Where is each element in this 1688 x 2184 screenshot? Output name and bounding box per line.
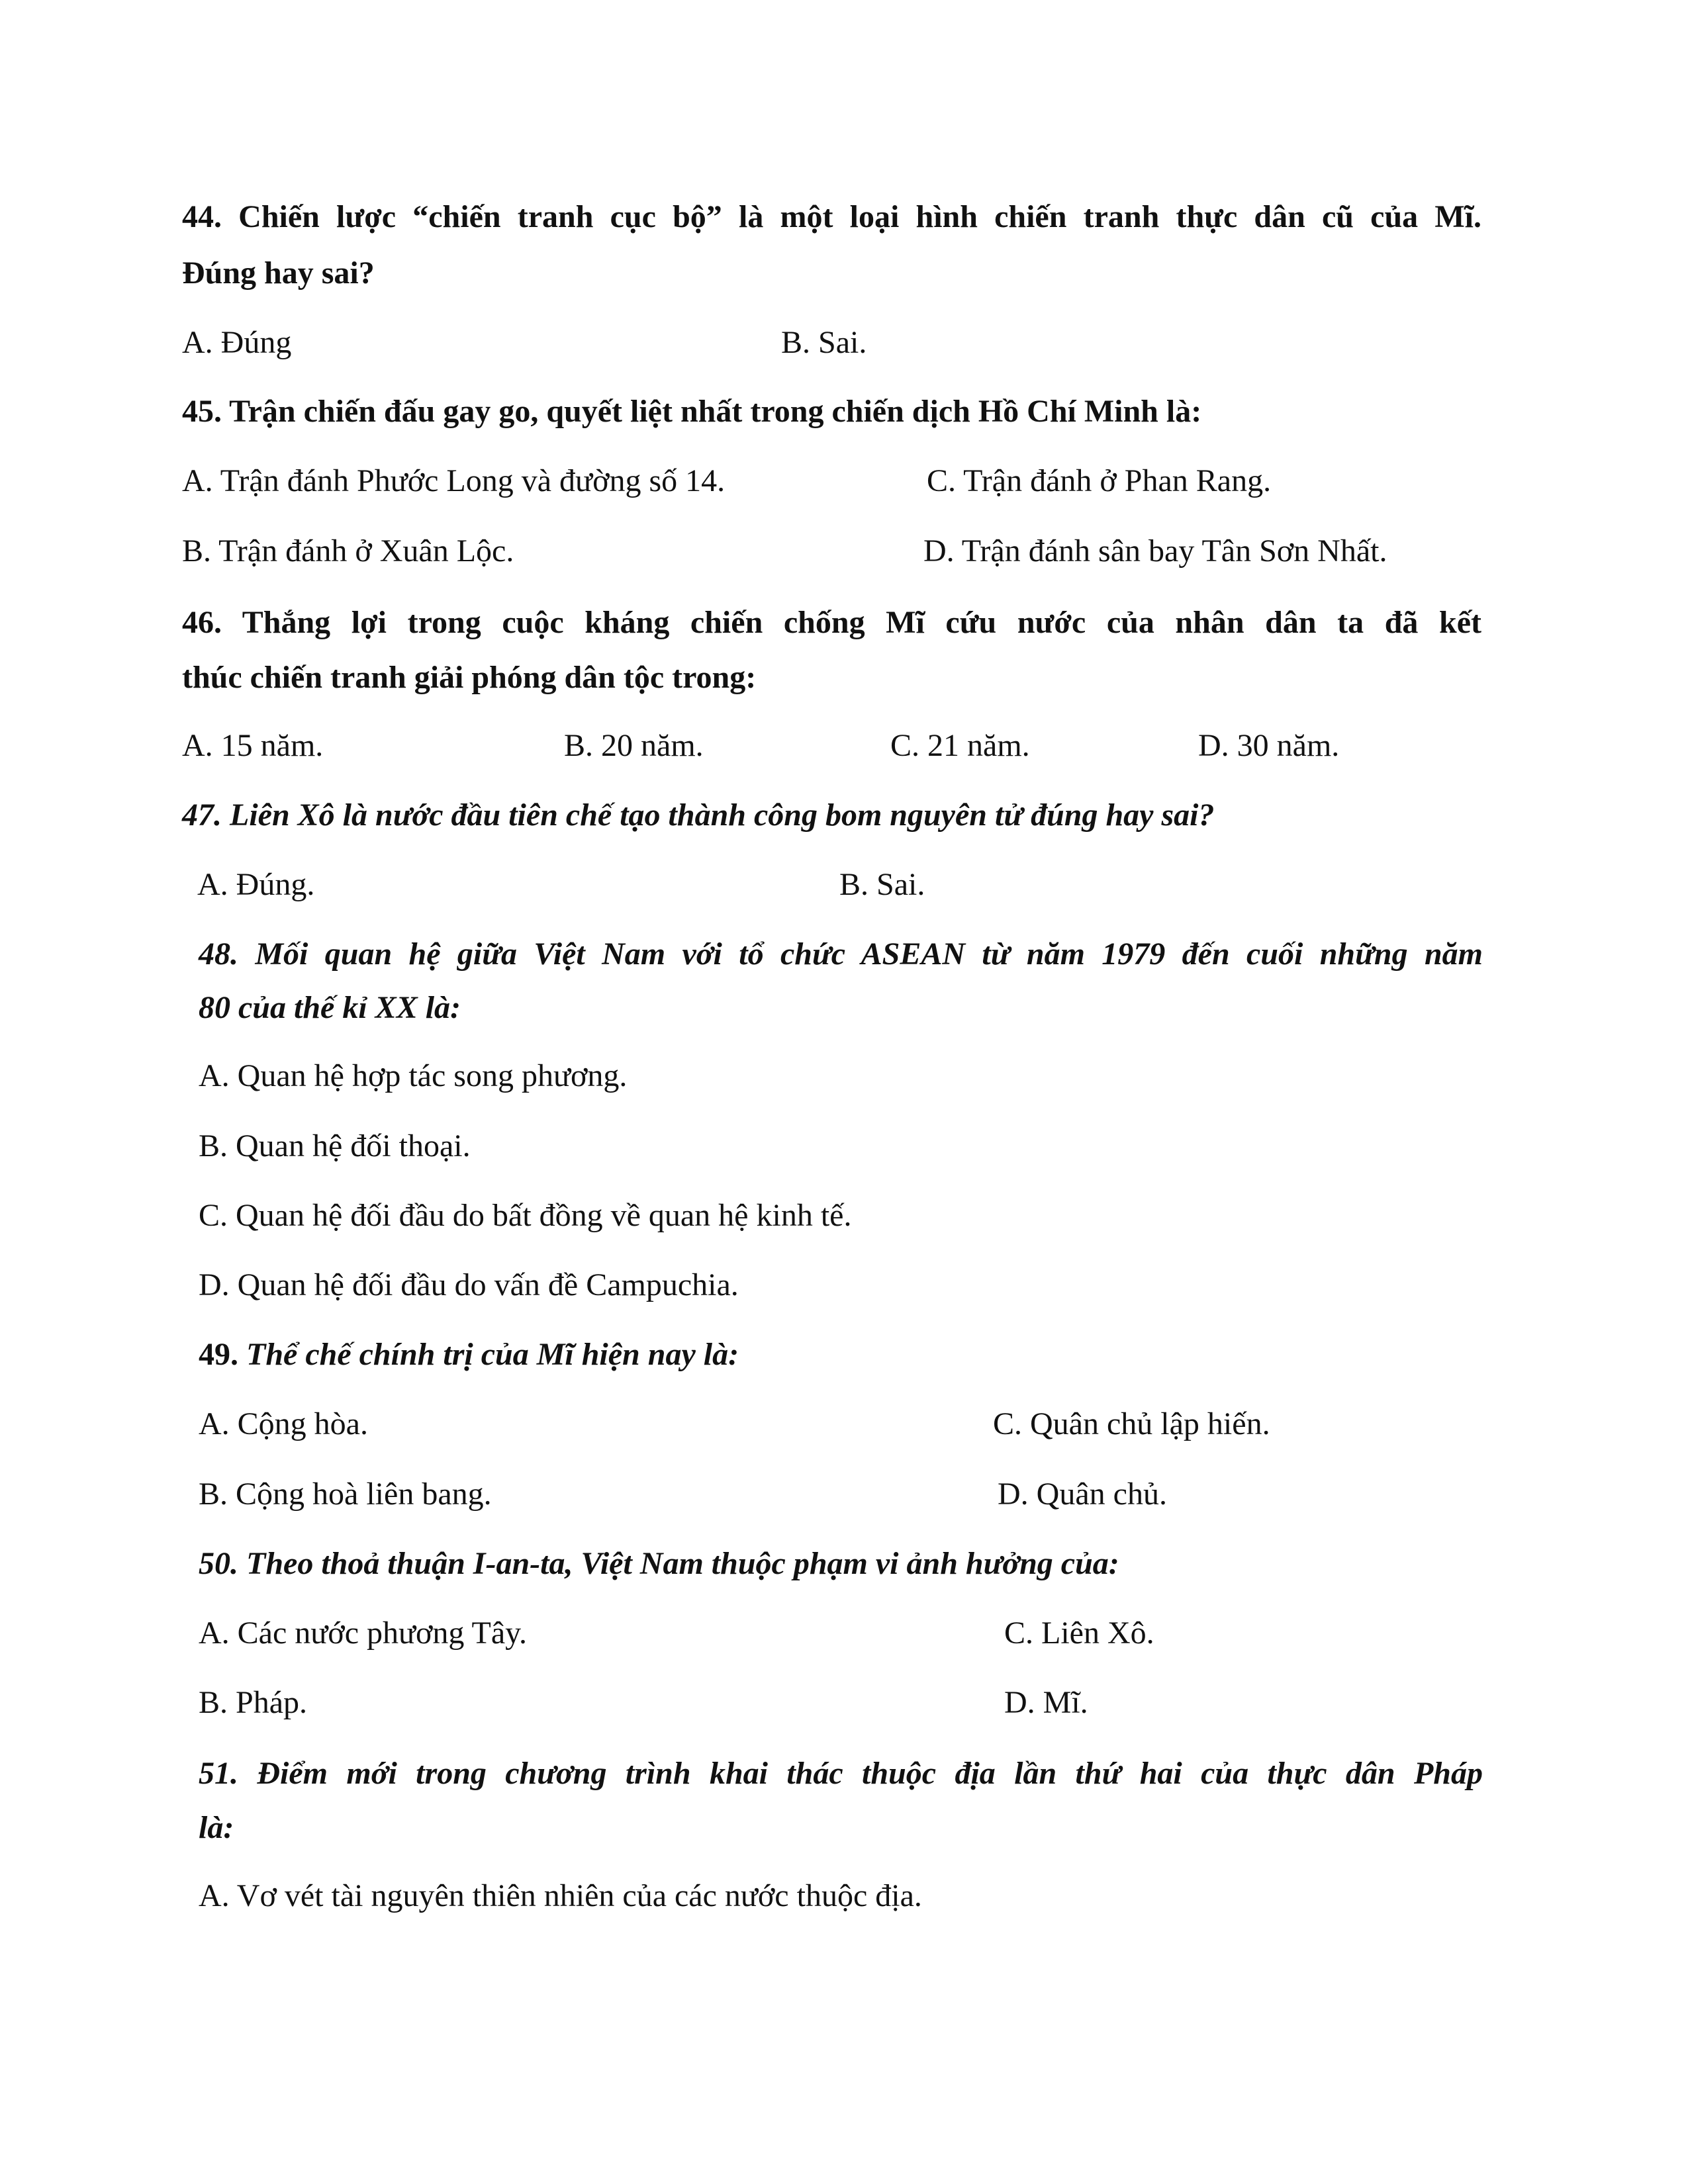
q48-option-b: B. Quan hệ đối thoại. (199, 1128, 471, 1163)
q46-option-b: B. 20 năm. (564, 728, 704, 763)
q48-option-c: C. Quan hệ đối đầu do bất đồng về quan hệ kinh tế. (199, 1198, 852, 1233)
q50-option-b: B. Pháp. (199, 1685, 308, 1720)
q45-option-d: D. Trận đánh sân bay Tân Sơn Nhất. (923, 533, 1387, 569)
q51-stem-line1: 51. Điểm mới trong chương trình khai thác thuộc địa lần thứ hai của thực dân Pháp (199, 1756, 1483, 1791)
q48-stem-line1: 48. Mối quan hệ giữa Việt Nam với tổ chức ASEAN từ năm 1979 đến cuối những năm (199, 936, 1483, 972)
q44-option-a: A. Đúng (182, 325, 292, 360)
q49-stem (199, 1335, 739, 1375)
q48-option-d: D. Quan hệ đối đầu do vấn đề Campuchia. (199, 1267, 739, 1302)
q47-option-b: B. Sai. (839, 867, 925, 902)
q45-option-b: B. Trận đánh ở Xuân Lộc. (182, 533, 514, 569)
q50-option-a: A. Các nước phương Tây. (199, 1615, 528, 1651)
q48-stem-line2: 80 của thế kỉ XX là: (199, 990, 461, 1025)
q49-stem-text: Thể chế chính trị của Mĩ hiện nay là: (238, 1337, 739, 1372)
q50-stem: 50. Theo thoả thuận I-an-ta, Việt Nam thuộc phạm vi ảnh hưởng của: (199, 1546, 1119, 1581)
q45-option-c: C. Trận đánh ở Phan Rang. (927, 463, 1272, 498)
q45-option-a: A. Trận đánh Phước Long và đường số 14. (182, 463, 726, 498)
q51-option-a: A. Vơ vét tài nguyên thiên nhiên của các nước thuộc địa. (199, 1878, 922, 1913)
q47-option-a: A. Đúng. (197, 867, 315, 902)
q44-stem-line2: Đúng hay sai? (182, 255, 375, 291)
q47-stem: 47. Liên Xô là nước đầu tiên chế tạo thành công bom nguyên tử đúng hay sai? (182, 797, 1215, 833)
q45-stem: 45. Trận chiến đấu gay go, quyết liệt nhất trong chiến dịch Hồ Chí Minh là: (182, 394, 1202, 429)
q46-stem-line1: 46. Thắng lợi trong cuộc kháng chiến chống Mĩ cứu nước của nhân dân ta đã kết (182, 605, 1481, 640)
q49-number: 49. (199, 1337, 238, 1372)
q49-option-c: C. Quân chủ lập hiến. (993, 1406, 1270, 1441)
q49-option-a: A. Cộng hòa. (199, 1406, 368, 1441)
q46-option-a: A. 15 năm. (182, 728, 324, 763)
q46-option-d: D. 30 năm. (1198, 728, 1340, 763)
q48-option-a: A. Quan hệ hợp tác song phương. (199, 1058, 628, 1093)
q50-option-d: D. Mĩ. (1004, 1685, 1088, 1720)
q49-option-b: B. Cộng hoà liên bang. (199, 1477, 492, 1512)
q50-option-c: C. Liên Xô. (1004, 1615, 1154, 1651)
q44-stem-line1: 44. Chiến lược “chiến tranh cục bộ” là một loại hình chiến tranh thực dân cũ của Mĩ. (182, 199, 1481, 234)
q46-option-c: C. 21 năm. (890, 728, 1030, 763)
q49-option-d: D. Quân chủ. (998, 1477, 1167, 1512)
q44-option-b: B. Sai. (781, 325, 867, 360)
q46-stem-line2: thúc chiến tranh giải phóng dân tộc trong: (182, 660, 757, 695)
q51-stem-line2: là: (199, 1810, 234, 1845)
